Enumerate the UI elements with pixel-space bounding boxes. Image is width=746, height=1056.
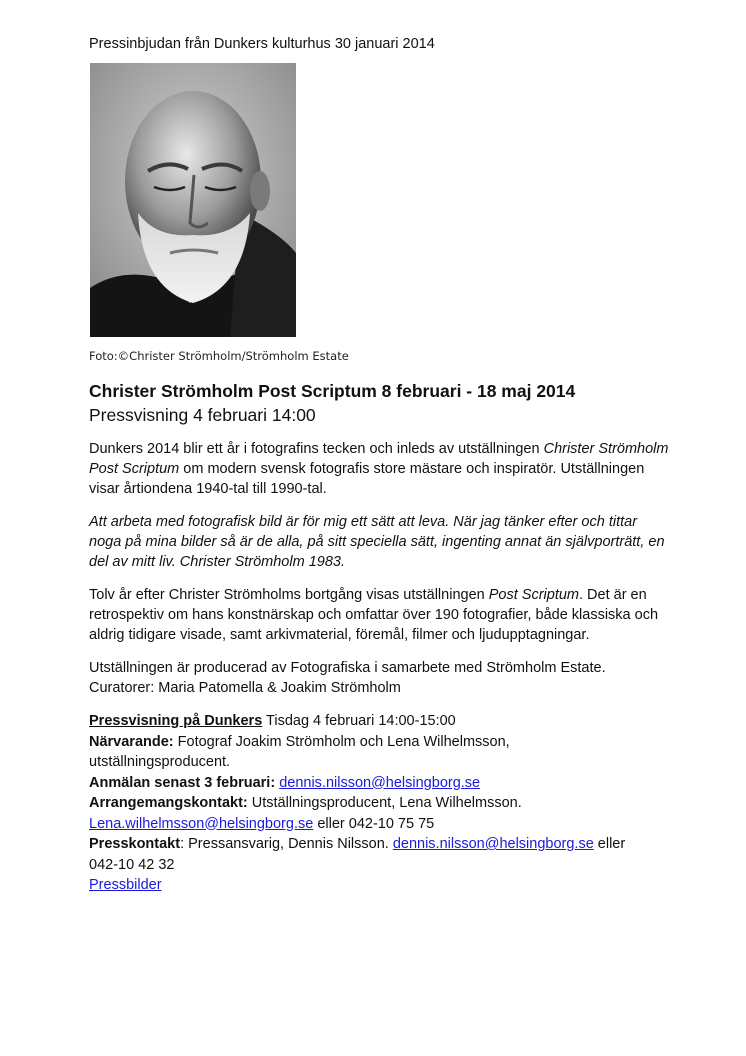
intro-paragraph bbox=[89, 439, 669, 499]
retrospective-paragraph bbox=[89, 585, 669, 645]
post-scriptum-name: Post Scriptum bbox=[488, 587, 579, 603]
document-title: Christer Strömholm Post Scriptum 8 februari - 18 maj 2014 bbox=[89, 381, 576, 401]
pressbilder-link[interactable]: Pressbilder bbox=[89, 877, 162, 893]
pressvisning-label: Pressvisning på Dunkers bbox=[89, 713, 263, 729]
producer-paragraph bbox=[89, 658, 669, 698]
anmalan-row bbox=[89, 773, 669, 794]
presskontakt-row bbox=[89, 834, 669, 855]
arrangemang-value: Utställningsproducent, Lena Wilhelmsson. bbox=[247, 795, 522, 811]
photo-caption: Foto:©Christer Strömholm/Strömholm Estate bbox=[89, 349, 349, 363]
lena-contact-row bbox=[89, 814, 669, 835]
narvarande-row bbox=[89, 732, 669, 753]
narvarande-value: Fotograf Joakim Strömholm och Lena Wilhelmsson, bbox=[173, 733, 510, 750]
narvarande-value-2: utställningsproducent. bbox=[89, 754, 231, 770]
portrait-photo bbox=[90, 63, 296, 337]
arrangemang-label: Arrangemangskontakt: bbox=[89, 795, 248, 811]
press-or: eller bbox=[593, 836, 626, 852]
pressvisning-row bbox=[89, 711, 669, 732]
narvarande-label: Närvarande: bbox=[89, 733, 174, 750]
anmalan-label: Anmälan senast 3 februari: bbox=[89, 774, 276, 791]
narvarande-row-2 bbox=[89, 752, 669, 773]
press-phone-row bbox=[89, 855, 669, 876]
quote-paragraph: Att arbeta med fotografisk bild är för mig ett sätt att leva. När jag tänker efter och tittar noga på mina bilder så är de alla, på sitt speciella sätt, ingenting annat än självporträtt, en del av mitt liv. Christer Strömholm 1983. bbox=[89, 514, 665, 570]
retrospective-text: Tolv år efter Christer Strömholms bortgång visas utställningen bbox=[89, 587, 489, 603]
producer-line: Utställningen är producerad av Fotografiska i samarbete med Strömholm Estate. bbox=[89, 660, 606, 676]
press-email-link[interactable]: dennis.nilsson@helsingborg.se bbox=[392, 836, 594, 852]
intro-text-end: om modern svensk fotografis store mästare och inspiratör. Utställningen visar årtiondena 1940-tal till 1990-tal. bbox=[89, 461, 645, 497]
document-header: Pressinbjudan från Dunkers kulturhus 30 januari 2014 bbox=[89, 36, 435, 52]
pressvisning-value: Tisdag 4 februari 14:00-15:00 bbox=[262, 713, 456, 729]
document-body bbox=[89, 439, 669, 896]
presskontakt-value: : Pressansvarig, Dennis Nilsson. bbox=[180, 836, 393, 852]
press-phone: 042-10 42 32 bbox=[89, 856, 175, 873]
curators-line: Curatorer: Maria Patomella & Joakim Strömholm bbox=[89, 680, 401, 696]
exhibition-name: Christer Strömholm Post Scriptum bbox=[89, 441, 669, 477]
intro-text: Dunkers 2014 blir ett år i fotografins tecken och inleds av utställningen bbox=[89, 441, 544, 457]
presskontakt-label: Presskontakt bbox=[89, 836, 181, 852]
lena-email-link[interactable]: Lena.wilhelmsson@helsingborg.se bbox=[89, 815, 314, 832]
arrangemang-row bbox=[89, 793, 669, 814]
pressbilder-row bbox=[89, 875, 669, 896]
press-details bbox=[89, 711, 669, 896]
retrospective-text-end: . Det är en retrospektiv om hans konstnärskap och omfattar över 190 fotografier, både klassiska och aldrig tidigare visade, samt arkivmaterial, föremål, filmer och ljudupptagningar. bbox=[89, 587, 659, 643]
document-subtitle: Pressvisning 4 februari 14:00 bbox=[89, 405, 316, 425]
anmalan-email-link[interactable]: dennis.nilsson@helsingborg.se bbox=[279, 774, 481, 791]
lena-phone: eller 042-10 75 75 bbox=[313, 815, 435, 832]
